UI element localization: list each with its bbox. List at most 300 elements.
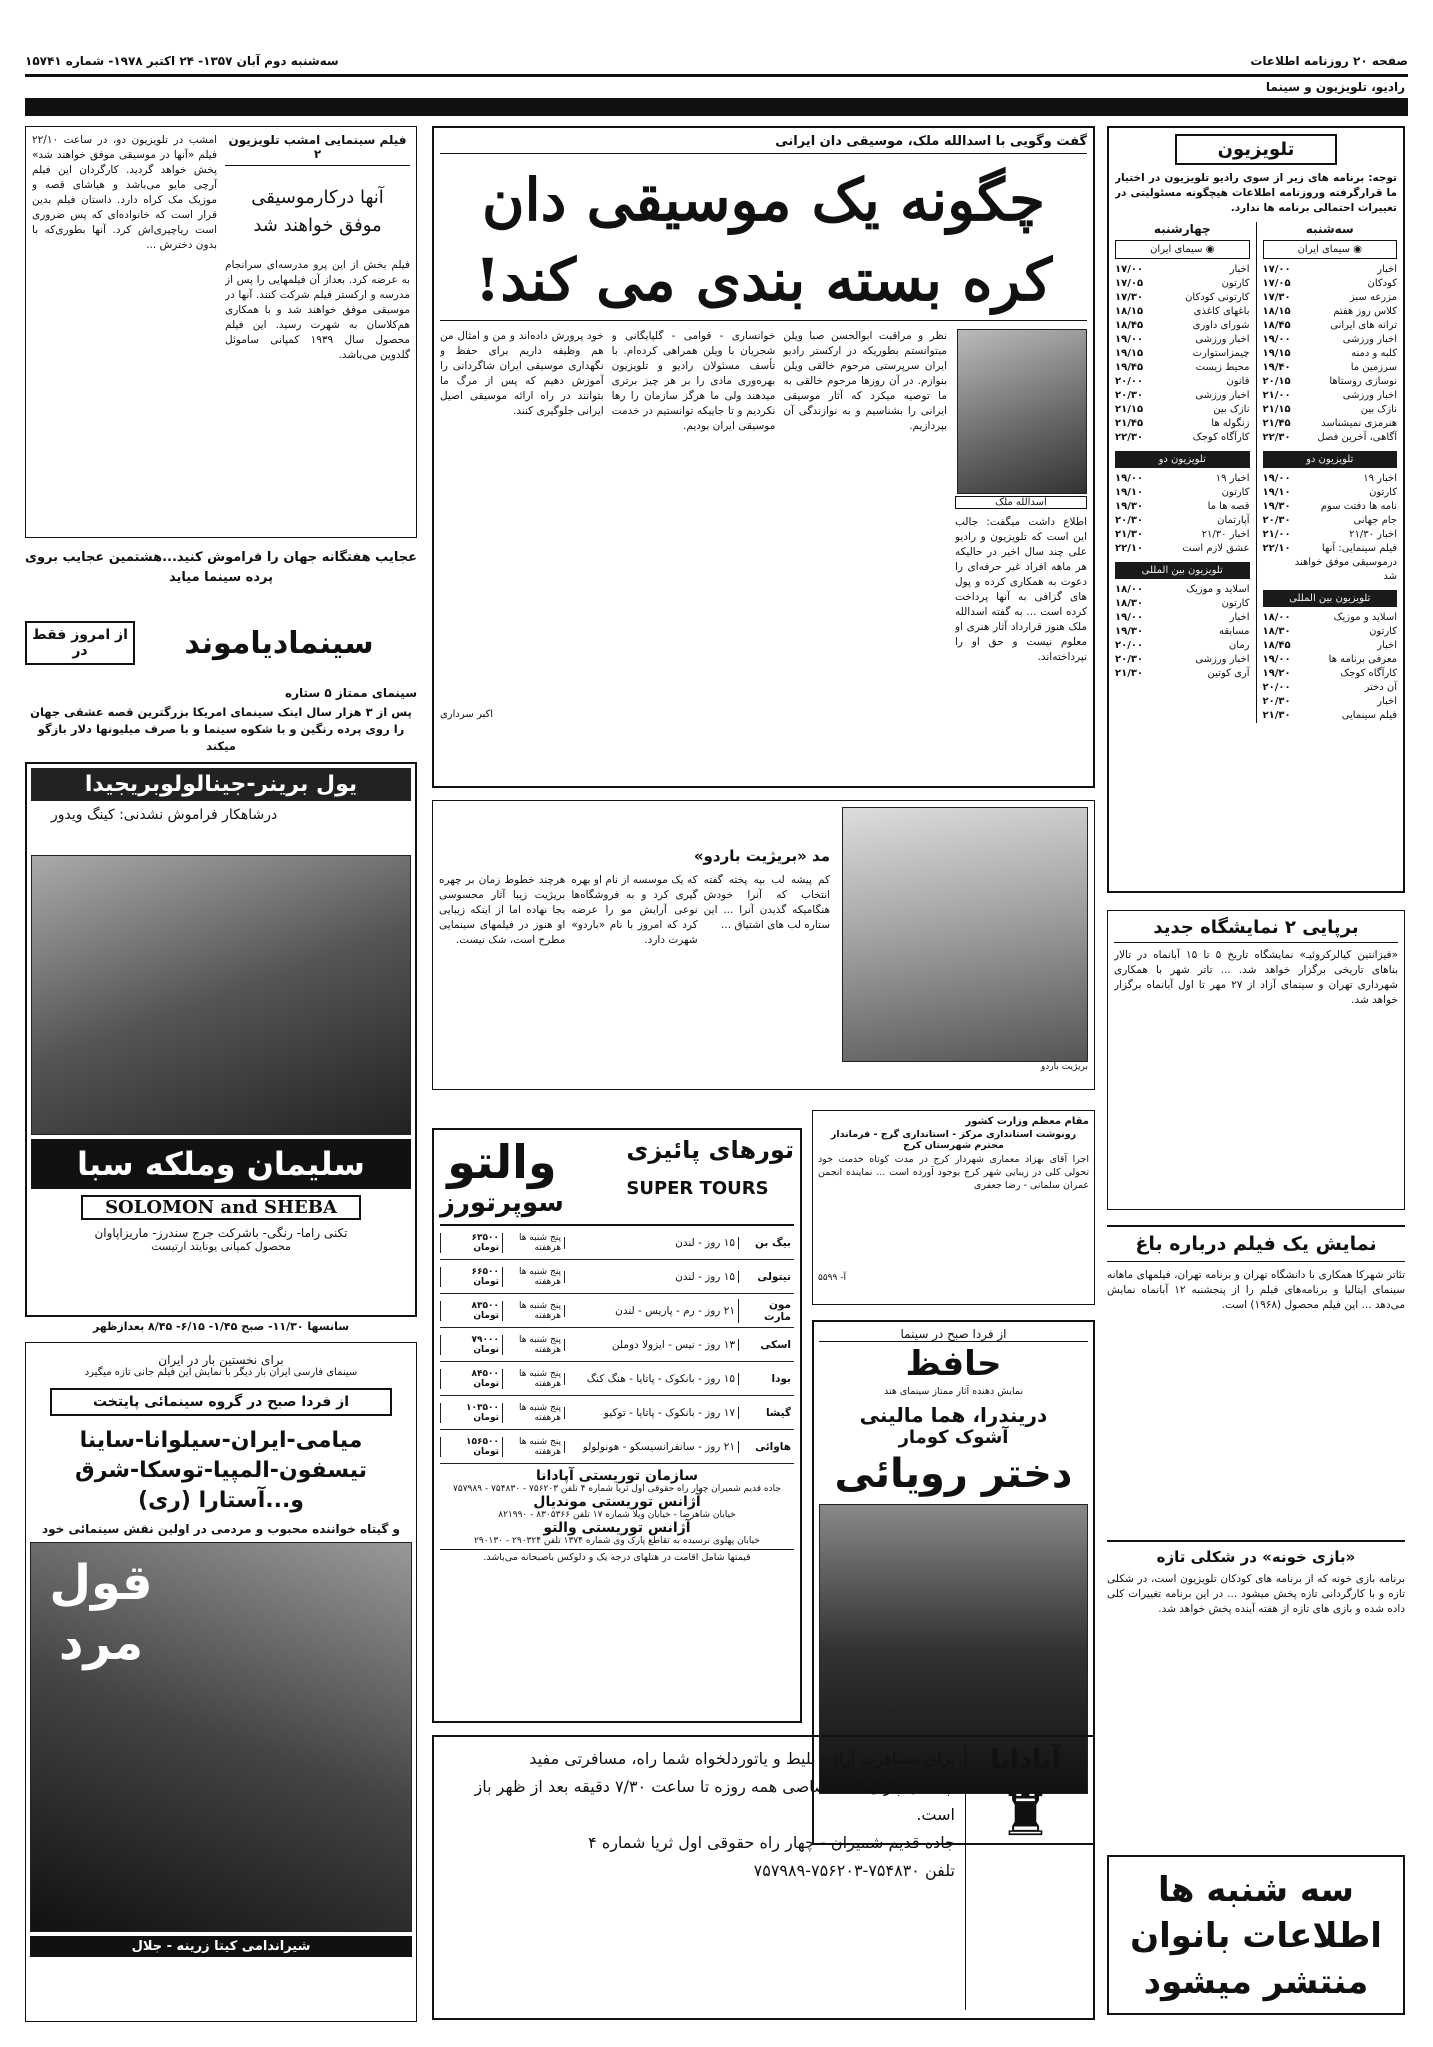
tours-org-3: آژانس توریستی والتو [543,1520,691,1536]
tours-sub-brand: سوپرتورز [440,1188,564,1218]
notice-title: مقام معظم وزارت کشور [965,1116,1089,1127]
ch1-wednesday-list [1115,263,1250,445]
ch2-tuesday-list [1263,472,1398,584]
schedule-program: اخبار [1377,264,1397,275]
schedule-time: ۱۸/۴۵ [1262,640,1291,651]
issue-date-label: سه‌شنبه دوم آبان ۱۳۵۷- ۲۴ اکتبر ۱۹۷۸- شماره ۱۵۷۴۱ [25,54,339,68]
interview-col-2: نظر و مراقبت ابوالحسن صبا ویلن میتوانستم بطوریکه در ارکستر رادیو ایران سرپرستی مرحوم خالقی ویلن بنوازم. در آن روزها مرحوم خالقی به ما توصیه میکرد که آثار موسیقی ایرانی را بشناسیم و به نوازندگی آن بپردازیم. [783,330,947,432]
schedule-row [1263,500,1398,514]
schedule-time: ۱۹/۱۵ [1115,348,1144,359]
schedule-time: ۲۱/۳۰ [1115,529,1144,540]
tours-org-2: آژانس توریستی موندیال [533,1494,701,1510]
tour-price: ۷۹۰۰۰ تومان [440,1335,502,1355]
schedule-program: اخبار [1377,696,1397,707]
tours-brand: والتو [447,1135,557,1189]
mard-note-1: برای نخستین بار در ایران [158,1353,284,1367]
schedule-program: رمان [1228,640,1250,651]
schedule-row [1115,389,1250,403]
schedule-program: نامه ها دفتت سوم [1320,501,1397,512]
schedule-program: شورای داوری [1192,320,1250,331]
tour-row [440,1260,794,1294]
bardot-col-1: کم پیشه لب بپه پخته گفته انتخاب که آنرا خودش هنگامیکه گذیدن آنرا ... این ستاره لب های اشتیاق ... [703,874,830,931]
schedule-row [1115,277,1250,291]
bardot-caption: بریژیت باردو [1040,1062,1088,1072]
tour-desc: ۱۳ روز - نیس - ایزولا دوملن [564,1339,738,1351]
tours-addr-3: خیابان پهلوی نرسیده به تقاطع پارک وی شماره ۱۳۷۴ تلفن ۲۹۰۳۲۴ - ۲۹۰۱۳۰ [474,1536,760,1546]
interview-article [432,126,1095,788]
tv-schedule-note: توجه: برنامه های زیر از سوی رادیو تلویزیون در اختیار ما قرارگرفته وروزنامه اطلاعات هیچگونه مسئولیتی در تغییرات احتمالی برنامه ها ندارد. [1115,172,1397,214]
tours-title: تورهای پائیزی [626,1136,794,1164]
schedule-row [1263,542,1398,584]
tv-tonight-body-1: امشب در تلویزیون دو، در ساعت ۲۲/۱۰ فیلم «آنها در موسیقی موفق خواهند شد» پخش خواهد گردید. کارگردان این فیلم آرچی مایو می‌باشد و هیاشای قصه و موزیک مک کراه دارد. داستان فیلم بدین قرار است که خانواده‌ای که پس ضروری است ریاچیری‌اش کرد. آنها بطوری‌که با بدون دخترش ... [32,134,217,251]
mard-poster-image [30,1542,412,1932]
schedule-program: فیلم سینمایی [1341,710,1397,721]
tv-tonight-article [25,126,417,538]
tour-price: ۶۳۵۰۰ تومان [440,1233,502,1253]
tour-day: پنج شنبه ها هرهفته [502,1369,564,1389]
schedule-time: ۱۹/۴۵ [1115,362,1144,373]
schedule-program: ترانه های ایرانی [1330,320,1397,331]
tour-price: ۱۵۶۵۰۰ تومان [440,1437,502,1457]
schedule-row [1263,514,1398,528]
schedule-program: اخبار ورزشی [1195,390,1250,401]
schedule-program: اخبار ۲۱/۳۰ [1201,529,1250,540]
schedule-program: اسلاید و موزیک [1333,612,1397,623]
schedule-time: ۲۱/۱۵ [1115,404,1144,415]
schedule-program: کارتون [1221,487,1250,498]
schedule-time: ۲۲/۱۰ [1262,543,1291,554]
ch1-tuesday-list [1263,263,1398,445]
schedule-time: ۱۸/۳۰ [1262,626,1291,637]
tour-place: بیگ بن [738,1237,794,1249]
schedule-time: ۱۷/۳۰ [1115,292,1144,303]
schedule-program: نازک بین [1213,404,1250,415]
schedule-time: ۱۹/۲۰ [1262,668,1291,679]
schedule-time: ۲۰/۳۰ [1115,390,1144,401]
schedule-time: ۱۸/۴۵ [1115,320,1144,331]
schedule-program: محیط زیست [1195,362,1250,373]
schedule-row [1115,542,1250,556]
poster-image [31,855,411,1135]
schedule-program: چیمزاستوارت [1192,348,1250,359]
schedule-row [1115,514,1250,528]
schedule-program: آن دختر [1364,682,1397,693]
tv-tonight-title: فیلم سینمایی امشب تلویزیون ۲ [225,133,410,166]
schedule-program: کارآگاه کوجک [1340,668,1397,679]
schedule-time: ۱۹/۱۰ [1262,487,1291,498]
malek-photo-caption: اسدالله ملک [955,496,1087,509]
schedule-time: ۱۹/۳۰ [1115,501,1144,512]
schedule-program: اخبار [1377,640,1397,651]
bagh-film-body: تئاتر شهرکا همکاری با دانشگاه تهران و برنامه تهران، فیلمهای ماهانه سینمای ایتالیا و برنامه‌های فیلم را از پنجشنبه ۱۲ آبانماه نمایش می‌دهد ... این فیلم محصول (۱۹۶۸) است. [1107,1269,1405,1311]
diamond-top-note: عجایب هفتگانه جهان را فراموش کنید...هشتمین عجایب بروی پرده سینما میاید [25,550,417,585]
schedule-time: ۲۱/۴۵ [1262,418,1291,429]
schedule-row [1263,333,1398,347]
channel-badge-iran: ◉ سیمای ایران [1263,240,1398,259]
diamond-sub: سینمای ممتاز ۵ ستاره [285,686,417,700]
hafez-director: آشوک کومار [898,1427,1009,1448]
schedule-row [1263,305,1398,319]
tours-note: قیمتها شامل اقامت در هتلهای درجه یک و دلوکس باصبحانه می‌باشد. [440,1549,794,1563]
schedule-time: ۱۹/۰۰ [1262,654,1291,665]
tour-row [440,1362,794,1396]
bagh-film-title: نمایش یک فیلم درباره باغ [1107,1225,1405,1262]
schedule-row [1263,417,1398,431]
schedule-time: ۲۰/۰۰ [1262,682,1291,693]
apadana-line-2: آپادانا با پارکینگ اختصاصی همه روزه تا ساعت ۷/۳۰ دقیقه بعد از ظهر باز است. [474,1777,955,1824]
schedule-row [1115,361,1250,375]
diamond-desc: پس از ۳ هزار سال اینک سینمای امریکا بزرگترین قصه عشقی جهان را روی پرده رنگین و با شکوه سینما و با صرف میلیونها دلار بازگو میکند [30,705,412,753]
schedule-program: کارتون [1221,598,1250,609]
schedule-time: ۱۷/۳۰ [1262,292,1291,303]
schedule-program: آری کوتین [1207,668,1250,679]
schedule-row [1115,375,1250,389]
schedule-row [1263,528,1398,542]
tv-schedule-title: تلویزیون [1175,134,1337,165]
schedule-program: آپارتمان [1217,515,1250,526]
schedule-row [1263,277,1398,291]
exhibitions-body: «فیزانتین کیالرکروئیـ» نمایشگاه تاریخ ۵ تا ۱۵ آبانماه در تالار بناهای تاریخی برگزار خواهد شد. ... تاتر شهر با همکاری شهرداری تهران و سینمای آزاد از ۲۷ مهر تا اول آبانماه برگزار خواهد شد. [1114,949,1398,1006]
poster-credits: تکنی راما- رنگی- باشرکت جرج سندرز- ماریزاپاوان [94,1226,348,1240]
mard-cinema-line-1: میامی-ایران-سیلوانا-ساینا [79,1428,363,1453]
schedule-row [1263,347,1398,361]
mard-title: قول مرد [49,1555,153,1671]
schedule-program: سرزمین ما [1350,362,1397,373]
bazi-khoon-title: «بازی خونه» در شکلی تازه [1156,1548,1356,1566]
mard-tagline: و گیتاه خواننده محبوب و مردمی در اولین نقش سینمائی خود [41,1522,401,1536]
tour-desc: ۱۵ روز - بانکوک - پاتایا - هنگ کنگ [564,1373,738,1385]
schedule-program: اخبار ۱۹ [1363,473,1397,484]
poster-movie-title: سلیمان وملکه سبا [31,1139,411,1189]
tours-org-1: سازمان توریستی آپادانا [536,1468,698,1484]
bazi-khoon-article [1107,1540,1405,1840]
channel-logo-icon: ◉ [1202,244,1215,255]
schedule-program: کارآگاه کوجک [1192,432,1250,443]
schedule-time: ۱۹/۱۵ [1262,348,1291,359]
tour-place: مون مارت [738,1299,794,1323]
bardot-col-3: هرچند خطوط زمان بر چهره بریژیت زیبا آثار محسوسی بجا نهاده اما از اینکه زیبایی او هنوز در فیلمهای سینمایی مطرح است، شک نیست. [439,874,566,946]
schedule-time: ۱۸/۴۵ [1262,320,1291,331]
interview-col-3: خوانساری - قوامی - گلپایگانی و شجریان با ویلن همراهی کرده‌ام. با تأسف مسئولان رادیو و تلویزیون بهره‌وری مادی را بر هر چیز برتری میدهند ولی ما هرگز سازمان را رها نکردیم و تا جاییکه توانستیم در خدمت موسیقی ایران بودیم. [611,330,776,432]
channel-badge-iran-wed: ◉ سیمای ایران [1115,240,1250,259]
schedule-time: ۱۹/۳۰ [1115,626,1144,637]
mard-footer: شیراندامی کیتا زرینه - جلال [30,1936,412,1957]
schedule-time: ۲۲/۳۰ [1262,432,1291,443]
notice-sub: رونوشت استانداری مرکز - استانداری گرج - فرماندار محترم شهرستان کرج [830,1129,1077,1151]
tours-table [440,1224,794,1464]
tour-row [440,1396,794,1430]
schedule-row [1115,403,1250,417]
schedule-program: کودکان [1367,278,1397,289]
schedule-row [1263,653,1398,667]
schedule-program: اخبار [1229,612,1250,623]
diamond-cinema-name: سینمادیاموند [184,625,374,661]
schedule-time: ۱۷/۰۰ [1262,264,1291,275]
schedule-time: ۱۹/۰۰ [1262,473,1291,484]
schedule-time: ۲۰/۰۰ [1115,640,1144,651]
tour-day: پنج شنبه ها هرهفته [502,1403,564,1423]
schedule-time: ۲۱/۳۰ [1115,668,1144,679]
schedule-program: نازک بین [1360,404,1397,415]
schedule-program: اسلاید و موزیک [1186,584,1250,595]
channel-logo-icon: ◉ [1350,244,1362,255]
schedule-program: عشق لازم است [1182,543,1250,554]
schedule-program: اخبار ۱۹ [1215,473,1250,484]
tour-day: پنج شنبه ها هرهفته [502,1301,564,1321]
schedule-row [1115,667,1250,681]
mard-note-2: سینمای فارسی ایران بار دیگر با نمایش این فیلم جانی تازه میگیرد [84,1367,358,1378]
interview-col-4: خود پرورش داده‌اند و من و امثال من هم وظیفه داریم برای حفظ و نگهداری موسیقی ایران شاگردانی را آموزش دهیم که پس از مرگ ما بتوانند در راه ارائه موسیقی اصیل ایرانی جلوگیری کنند. [439,330,604,417]
schedule-row [1263,291,1398,305]
tour-day: پنج شنبه ها هرهفته [502,1335,564,1355]
schedule-program: کلبه و دمنه [1351,348,1397,359]
schedule-row [1115,611,1250,625]
schedule-time: ۱۸/۱۵ [1262,306,1291,317]
apadana-line-3: جاده قدیم شمیران - چهار راه حقوقی اول ثریا شماره ۴ [588,1833,955,1852]
section-rule [25,98,1408,116]
schedule-row [1115,500,1250,514]
schedule-row [1263,611,1398,625]
tour-desc: ۱۵ روز - لندن [564,1237,738,1249]
tour-price: ۶۶۵۰۰ تومان [440,1267,502,1287]
promo-line-2: اطلاعات بانوان [1130,1916,1382,1956]
schedule-program: اخبار ورزشی [1342,334,1397,345]
schedule-program: کلاس روز هفتم [1333,306,1397,317]
schedule-row [1263,625,1398,639]
schedule-time: ۲۱/۳۰ [1262,710,1291,721]
schedule-time: ۱۹/۰۰ [1115,612,1144,623]
schedule-row [1263,361,1398,375]
tour-price: ۱۰۳۵۰۰ تومان [440,1403,502,1423]
exhibitions-title: برپایی ۲ نمایشگاه جدید [1114,917,1398,943]
schedule-time: ۲۰/۰۰ [1115,376,1144,387]
banovan-promo [1107,1855,1405,2015]
poster-sub: درشاهکار فراموش نشدنی: کینگ ویدور [51,807,278,823]
promo-line-3: منتشر میشود [1143,1962,1369,2002]
schedule-time: ۱۹/۳۰ [1262,501,1291,512]
schedule-program: زنگوله ها [1211,418,1250,429]
exhibitions-article [1107,910,1405,1210]
schedule-time: ۱۹/۴۰ [1262,362,1291,373]
tours-ad [432,1128,802,1723]
apadana-ad [432,1735,1095,2020]
schedule-time: ۱۸/۳۰ [1115,598,1144,609]
interview-author: اکبر سرداری [439,709,494,720]
mard-cinema-line-2: تیسفون-المپیا-توسکا-شرق [75,1458,367,1483]
schedule-row [1115,333,1250,347]
interview-headline-2: کره بسته بندی می کند! [440,240,1087,321]
schedule-time: ۱۹/۰۰ [1262,334,1291,345]
schedule-row [1263,263,1398,277]
official-notice [812,1110,1095,1305]
schedule-time: ۲۰/۳۰ [1115,654,1144,665]
schedule-program: اخبار ورزشی [1195,654,1250,665]
schedule-time: ۲۰/۳۰ [1262,515,1291,526]
tour-row [440,1294,794,1328]
schedule-time: ۱۷/۰۵ [1115,278,1144,289]
schedule-program: نوسازی روستاها [1329,376,1397,387]
schedule-row [1115,319,1250,333]
apadana-logo-icon: ♜ [998,1780,1053,1850]
mard-cinema-line-3: و...آستارا (ری) [138,1488,304,1513]
solomon-poster [25,762,417,1317]
schedule-program: قانون [1226,376,1250,387]
schedule-program: کارتون [1369,626,1397,637]
schedule-row [1263,319,1398,333]
schedule-row [1263,681,1398,695]
section-label: رادیو، تلویزیون و سینما [1265,80,1405,94]
day-label-wednesday: چهارشنبه [1153,222,1211,236]
tour-row [440,1430,794,1464]
schedule-program: مزرعه سبز [1349,292,1397,303]
schedule-row [1263,486,1398,500]
poster-stars: یول برینر-جینالولوبریجیدا [31,768,411,801]
tour-desc: ۱۵ روز - لندن [564,1271,738,1283]
poster-movie-title-en: SOLOMON and SHEBA [81,1195,361,1220]
page-header [25,48,1408,74]
ch2-wednesday-list [1115,472,1250,556]
schedule-time: ۱۹/۰۰ [1115,334,1144,345]
schedule-row [1115,263,1250,277]
schedule-time: ۲۰/۳۰ [1262,696,1291,707]
schedule-time: ۱۷/۰۵ [1262,278,1291,289]
channel-badge-intl-wed: تلویزیون بین المللی [1115,562,1250,579]
tour-place: بودا [738,1373,794,1385]
header-rule [25,74,1408,77]
schedule-program: آگاهی، آخرین فصل [1317,432,1397,443]
schedule-time: ۱۸/۰۰ [1262,612,1291,623]
schedule-row [1115,597,1250,611]
schedule-time: ۱۹/۰۰ [1115,473,1144,484]
schedule-row [1115,625,1250,639]
schedule-row [1263,472,1398,486]
hafez-title: دختر رویائی [834,1451,1073,1497]
ghol-mard-ad [25,1342,417,2022]
channel-badge-two-wed: تلویزیون دو [1115,451,1250,468]
tour-place: تیتولی [738,1271,794,1283]
schedule-time: ۲۱/۰۰ [1262,390,1291,401]
schedule-program: مسابقه [1218,626,1250,637]
schedule-time: ۱۹/۱۰ [1115,487,1144,498]
schedule-tuesday-column [1263,222,1398,723]
tour-day: پنج شنبه ها هرهفته [502,1233,564,1253]
schedule-time: ۱۸/۰۰ [1115,584,1144,595]
tour-row [440,1328,794,1362]
diamond-header [25,608,417,678]
tv-tonight-subtitle: آنها درکارموسیقی موفق خواهند شد [251,187,384,236]
schedule-row [1115,347,1250,361]
tour-row [440,1226,794,1260]
schedule-row [1115,472,1250,486]
schedule-time: ۲۰/۳۰ [1115,515,1144,526]
schedule-row [1263,389,1398,403]
page-number-label: صفحه ۲۰ روزنامه اطلاعات [1250,54,1408,68]
schedule-program: معرفی برنامه ها [1328,654,1397,665]
notice-ref: آ- ۵۵۹۹ [818,1273,846,1283]
schedule-row [1263,639,1398,653]
schedule-program: اخبار ۲۱/۳۰ [1349,529,1397,540]
schedule-time: ۲۱/۴۵ [1115,418,1144,429]
schedule-time: ۲۲/۱۰ [1115,543,1144,554]
schedule-time: ۲۱/۰۰ [1262,529,1291,540]
tour-place: اسکی [738,1339,794,1351]
schedule-time: ۲۰/۱۵ [1262,376,1291,387]
tour-price: ۸۳۵۰۰ تومان [440,1301,502,1321]
tour-day: پنج شنبه ها هرهفته [502,1267,564,1287]
diamond-showtimes: سانسها ۱۱/۳۰- صبح ۱/۴۵- ۶/۱۵- ۸/۴۵ بعدازظهر [92,1320,350,1333]
interview-headline-1: چگونه یک موسیقی دان [481,166,1046,234]
hafez-sub: نمایش دهنده آثار ممتاز سینمای هند [883,1386,1024,1397]
interview-kicker: گفت وگویی با اسدالله ملک، موسیقی دان ایرانی [440,134,1087,154]
schedule-program: کارتونی کودکان [1185,292,1250,303]
schedule-time: ۱۸/۱۵ [1115,306,1144,317]
hafez-name: حافظ [905,1344,1002,1384]
malek-photo [957,329,1087,494]
schedule-program: اخبار ورزشی [1195,334,1250,345]
bardot-article [432,800,1095,1090]
hafez-actors: دریندرا، هما مالینی [859,1403,1048,1427]
tours-addr-1: جاده قدیم شمیران چهار راه حقوقی اول ثریا شماره ۴ تلفن ۷۵۶۲۰۳ - ۷۵۴۸۳۰ - ۷۵۷۹۸۹ [453,1484,781,1494]
notice-body: اجرا آقای بهزاد معماری شهردار کرج در مدت کوتاه خدمت خود تحولی کلی در زیبایی شهر کرج بوجود آورده است ... نماینده انجمن عمران سلمانی - رضا جعفری [818,1154,1089,1191]
schedule-row [1115,583,1250,597]
tv-schedule-box [1107,126,1405,893]
day-label-tuesday: سه‌شنبه [1305,222,1354,236]
ch3-tuesday-list [1263,611,1398,723]
tours-addr-2: خیابان شاهرضا - خیابان ویلا شماره ۱۷ تلفن ۸۳۰۵۳۶۶ - ۸۲۱۹۹۰ [498,1510,736,1520]
schedule-row [1115,639,1250,653]
schedule-row [1115,486,1250,500]
tours-title-en: SUPER TOURS [626,1178,769,1199]
schedule-row [1115,305,1250,319]
channel-badge-two: تلویزیون دو [1263,451,1398,468]
tour-price: ۸۴۵۰۰ تومان [440,1369,502,1389]
tour-day: پنج شنبه ها هرهفته [502,1437,564,1457]
schedule-time: ۲۱/۱۵ [1262,404,1291,415]
bardot-title: مد «بریژیت باردو» [693,847,830,865]
tour-desc: ۱۷ روز - بانکوک - پاتایا - توکیو [564,1407,738,1419]
schedule-row [1115,291,1250,305]
schedule-program: هنرمزی نمیشناسد [1321,418,1397,429]
interview-col-1: اطلاع داشت میگفت: جالب این است که تلویزیون و رادیو علی چند سال اخیر در حالیکه هر ماهه افراد غیر حرفه‌ای را دعوت به همکاری کرده و پول های گزافی به آنها پرداخت کرده است ... به گفته اسدالله ملک هنوز قرارداد آثار هنری او معلوم نیست و حق او را نپرداخته‌اند. [955,516,1087,663]
promo-line-1: سه شنبه ها [1158,1870,1354,1910]
ch3-wednesday-list [1115,583,1250,681]
schedule-time: ۲۲/۳۰ [1115,432,1144,443]
schedule-row [1263,431,1398,445]
schedule-program: اخبار ورزشی [1342,390,1397,401]
channel-badge-intl: تلویزیون بین المللی [1263,590,1398,607]
schedule-row [1263,667,1398,681]
schedule-program: کارتون [1369,487,1397,498]
schedule-row [1115,653,1250,667]
tour-place: گیشا [738,1407,794,1419]
bardot-col-2: که یک موسسه از نام او بهره‌ گیری کرد و به فروشگاه‌ها نوعی آرایش مو را عرضه کرد که امروز با نام «باردو» شهرت دارد. [571,874,698,946]
schedule-program: جام جهانی [1353,515,1397,526]
schedule-row [1115,528,1250,542]
schedule-wednesday-column [1115,222,1250,723]
poster-producer: محصول کمپانی یونایتد ارتیست [151,1240,291,1253]
tour-place: هاوائی [738,1441,794,1453]
tv-tonight-body-2: فیلم بخش از این پرو مدرسه‌ای سرانجام به عرضه کرد. بعداز آن فیلمهایی را پس از مدرسه و ارکستر فیلم شرکت کنند. آنها در موسیقی موفق خواهند شد و با همکاری هم‌کلاسان به شهرت رسید. این فیلم محصول سال ۱۹۳۹ کمپانی ساموئل گلدوین می‌باشد. [225,259,410,361]
tour-desc: ۲۱ روز - رم - پاریس - لندن [564,1305,738,1317]
schedule-program: قصه ها ما [1207,501,1250,512]
apadana-line-1: برای مسافرت آزاد - بلیط و یاتوردلخواه شما راه، مسافرتی مفید [529,1749,955,1768]
schedule-program: کارتون [1221,278,1250,289]
mard-banner: از فردا صبح در گروه سینمائی پایتخت [50,1388,392,1416]
diamond-from-today: از امروز فقط در [25,621,135,665]
hafez-banner: از فردا صبح در سینما [819,1327,1088,1342]
bagh-film-article [1107,1225,1405,1515]
schedule-row [1263,403,1398,417]
